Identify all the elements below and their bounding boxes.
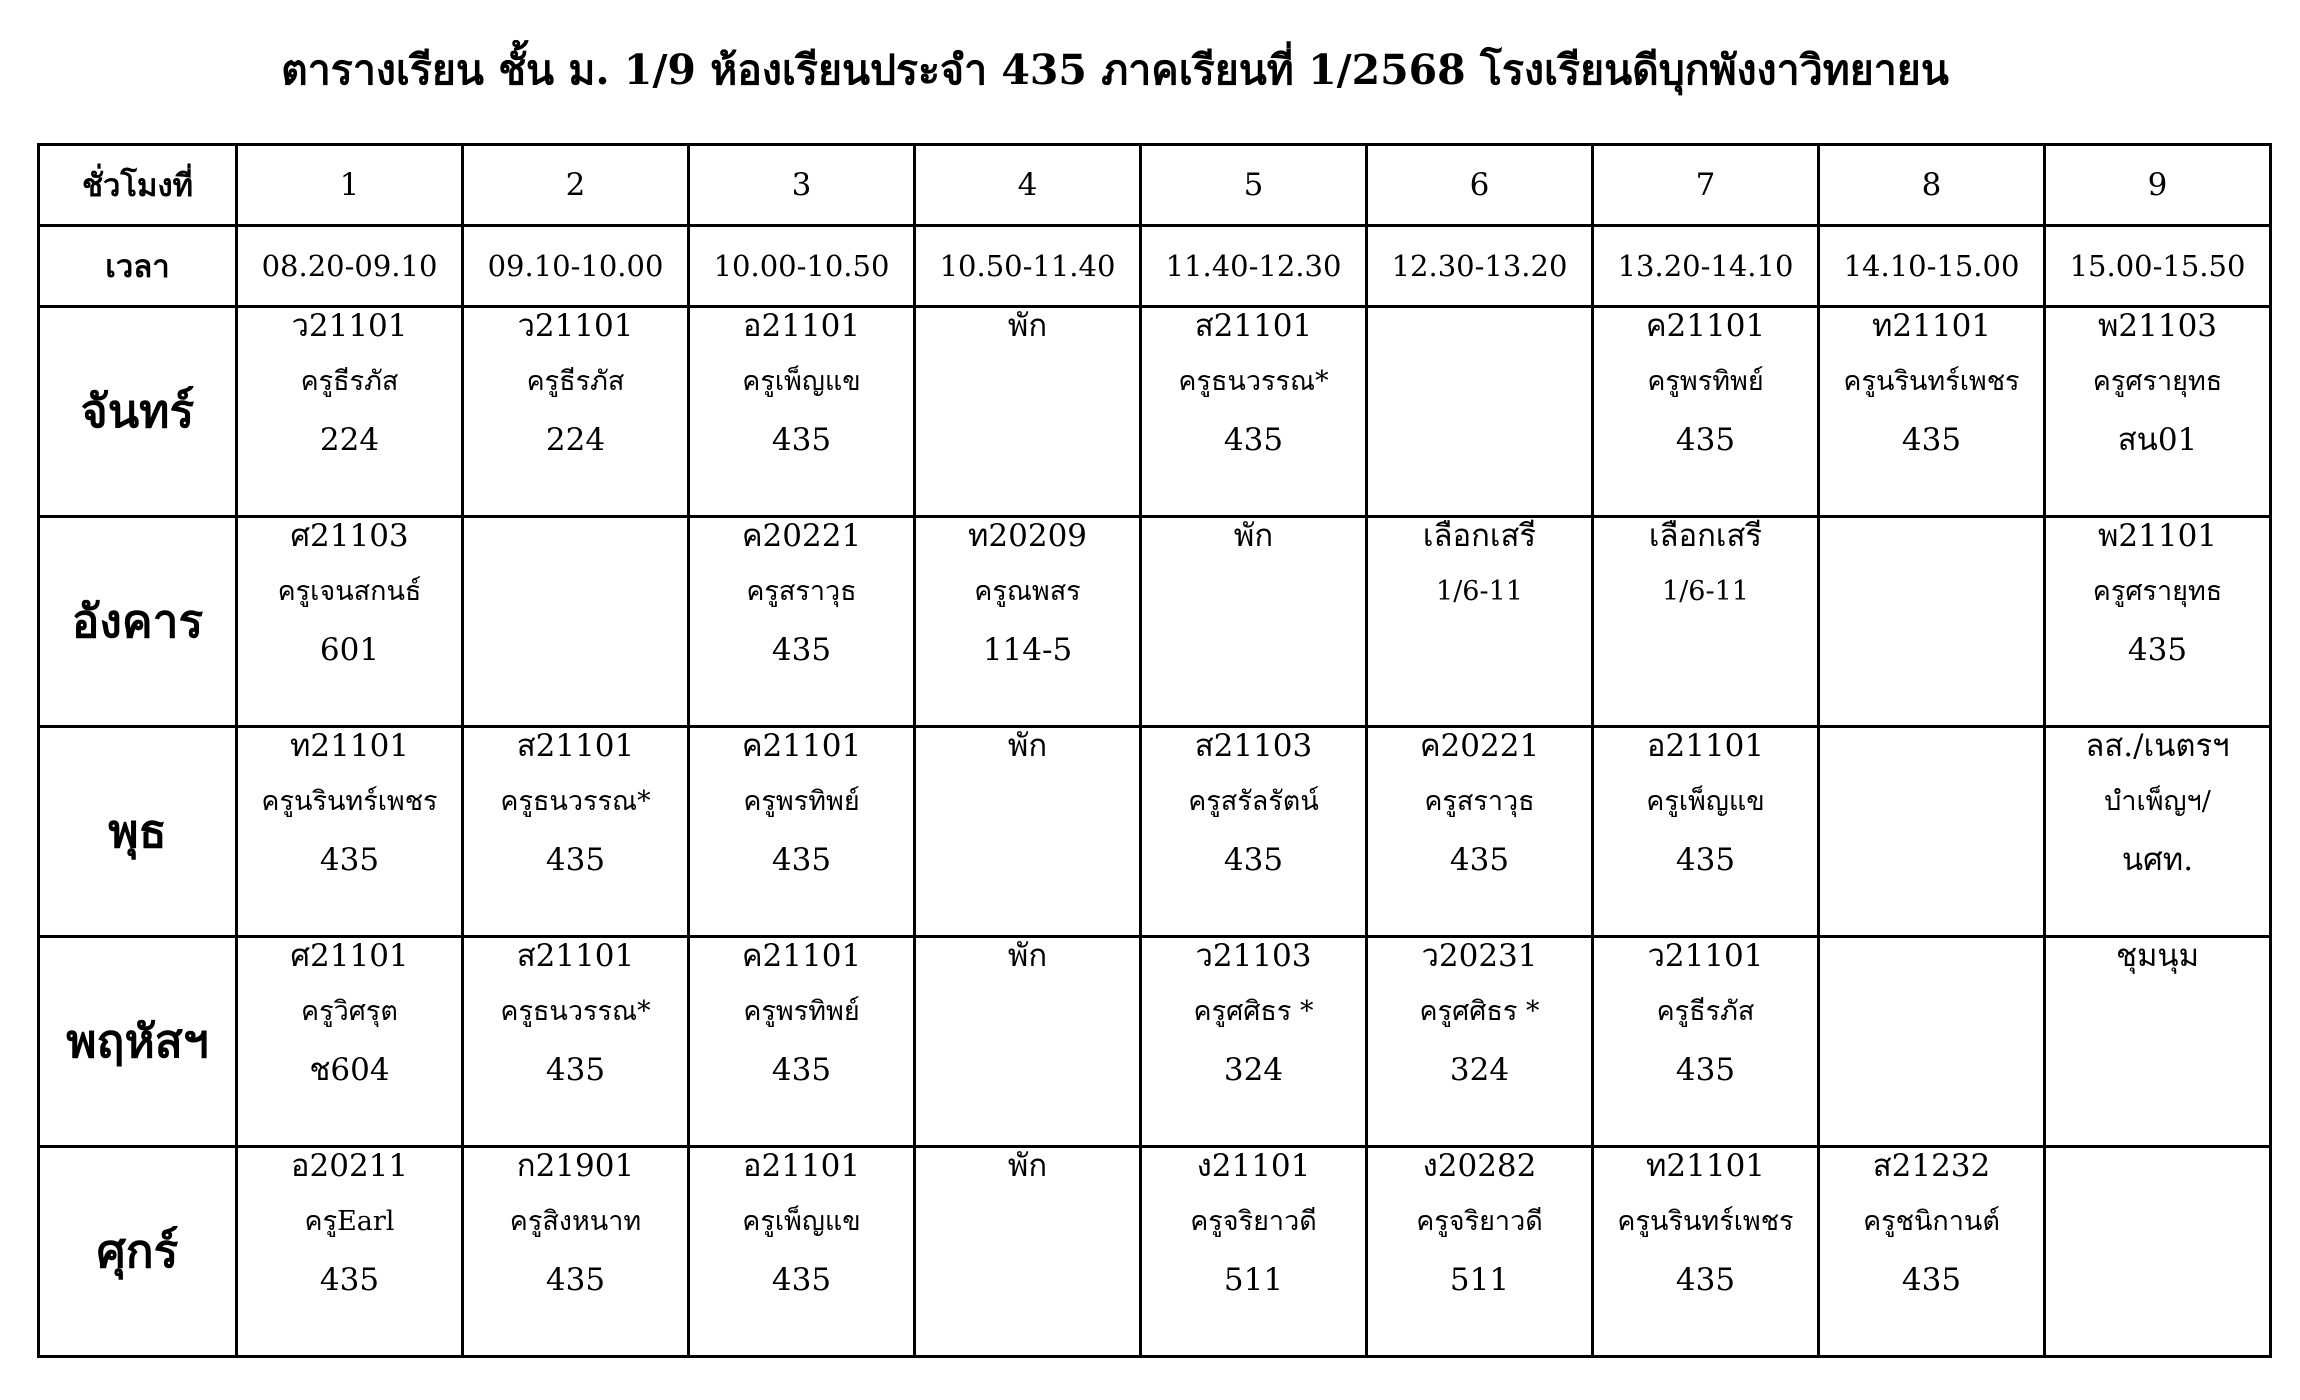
subject-code: ท21101 xyxy=(1871,308,1992,344)
time-header-label: เวลา xyxy=(39,226,237,307)
schedule-cell xyxy=(1141,307,1367,517)
subject-code: ท20209 xyxy=(967,518,1088,554)
teacher-name: ครูธนวรรณ* xyxy=(500,786,651,817)
period-number: 4 xyxy=(915,145,1141,226)
subject-code: ว21101 xyxy=(1647,938,1764,974)
schedule-cell xyxy=(2045,307,2271,517)
period-time: 15.00-15.50 xyxy=(2045,226,2271,307)
timetable xyxy=(37,143,2272,1358)
period-number: 8 xyxy=(1819,145,2045,226)
teacher-name: ครูสรัลรัตน์ xyxy=(1188,786,1319,817)
room-number: 224 xyxy=(545,422,606,458)
room-number: 324 xyxy=(1223,1052,1284,1088)
schedule-cell xyxy=(1819,517,2045,727)
period-number: 3 xyxy=(689,145,915,226)
period-time: 10.00-10.50 xyxy=(689,226,915,307)
schedule-cell xyxy=(2045,937,2271,1147)
room-number: สน01 xyxy=(2117,422,2198,458)
page-title: ตารางเรียน ชั้น ม. 1/9 ห้องเรียนประจำ 435 ภาคเรียนที่ 1/2568 โรงเรียนดีบุกพังงาวิทยายน xyxy=(281,46,1949,94)
schedule-cell xyxy=(1593,517,1819,727)
schedule-cell xyxy=(1367,1147,1593,1357)
room-number: 435 xyxy=(1675,422,1736,458)
subject-code: พัก xyxy=(1007,308,1048,344)
teacher-name: ครูเพ็ญแข xyxy=(742,366,861,397)
subject-code: อ21101 xyxy=(742,1148,861,1184)
subject-code: ค21101 xyxy=(741,728,862,764)
subject-code: พัก xyxy=(1233,518,1274,554)
teacher-name: ครูพรทิพย์ xyxy=(743,996,860,1027)
room-number: 435 xyxy=(1223,842,1284,878)
period-time: 12.30-13.20 xyxy=(1367,226,1593,307)
subject-code: พัก xyxy=(1007,1148,1048,1184)
schedule-cell xyxy=(1819,937,2045,1147)
room-number: 435 xyxy=(1449,842,1510,878)
teacher-name: 1/6-11 xyxy=(1436,576,1523,607)
subject-code: ส21101 xyxy=(1194,308,1313,344)
teacher-name: ครูเพ็ญแข xyxy=(742,1206,861,1237)
period-time: 10.50-11.40 xyxy=(915,226,1141,307)
subject-code: อ21101 xyxy=(1646,728,1765,764)
day-name: จันทร์ xyxy=(39,307,237,517)
room-number: 435 xyxy=(1223,422,1284,458)
room-number: 435 xyxy=(319,842,380,878)
subject-code: ศ21103 xyxy=(290,518,409,554)
room-number: นศท. xyxy=(2121,842,2194,878)
day-row xyxy=(39,307,2271,517)
room-number: 114-5 xyxy=(982,632,1073,668)
schedule-cell xyxy=(1819,307,2045,517)
schedule-cell xyxy=(237,1147,463,1357)
teacher-name: บำเพ็ญฯ/ xyxy=(2104,786,2211,817)
schedule-cell xyxy=(237,307,463,517)
teacher-name: ครูนรินทร์เพชร xyxy=(1843,366,2020,397)
room-number: 435 xyxy=(545,1052,606,1088)
schedule-cell xyxy=(915,1147,1141,1357)
day-name: อังคาร xyxy=(39,517,237,727)
schedule-cell xyxy=(1141,937,1367,1147)
day-name: พุธ xyxy=(39,727,237,937)
schedule-cell xyxy=(1593,307,1819,517)
schedule-cell xyxy=(689,517,915,727)
room-number: 435 xyxy=(319,1262,380,1298)
subject-code: ก21901 xyxy=(516,1148,635,1184)
schedule-cell xyxy=(463,1147,689,1357)
day-row xyxy=(39,1147,2271,1357)
period-number: 9 xyxy=(2045,145,2271,226)
schedule-cell xyxy=(237,727,463,937)
schedule-cell xyxy=(689,937,915,1147)
subject-code: ง20282 xyxy=(1422,1148,1537,1184)
schedule-cell xyxy=(463,937,689,1147)
teacher-name: ครูEarl xyxy=(304,1206,395,1237)
schedule-cell xyxy=(2045,517,2271,727)
subject-code: ค20221 xyxy=(1419,728,1540,764)
teacher-name: ครูนรินทร์เพชร xyxy=(261,786,438,817)
schedule-cell xyxy=(915,307,1141,517)
subject-code: ส21101 xyxy=(516,938,635,974)
schedule-cell xyxy=(1593,937,1819,1147)
room-number: 224 xyxy=(319,422,380,458)
teacher-name: ครูศศิธร * xyxy=(1419,996,1540,1027)
period-time: 14.10-15.00 xyxy=(1819,226,2045,307)
day-name: ศุกร์ xyxy=(39,1147,237,1357)
room-number: 435 xyxy=(771,1052,832,1088)
subject-code: เลือกเสรี xyxy=(1422,518,1537,554)
schedule-cell xyxy=(1819,1147,2045,1357)
schedule-cell xyxy=(237,517,463,727)
schedule-cell xyxy=(463,517,689,727)
room-number: 435 xyxy=(2127,632,2188,668)
teacher-name: ครูจริยาวดี xyxy=(1416,1206,1543,1237)
schedule-cell xyxy=(1367,937,1593,1147)
teacher-name: 1/6-11 xyxy=(1662,576,1749,607)
subject-code: ส21103 xyxy=(1194,728,1313,764)
period-number: 2 xyxy=(463,145,689,226)
day-row xyxy=(39,517,2271,727)
schedule-cell xyxy=(2045,1147,2271,1357)
subject-code: ว21101 xyxy=(517,308,634,344)
day-name: พฤหัสฯ xyxy=(39,937,237,1147)
subject-code: ส21232 xyxy=(1872,1148,1991,1184)
teacher-name: ครูศรายุทธ xyxy=(2092,366,2223,397)
schedule-cell xyxy=(1141,517,1367,727)
subject-code: ชุมนุม xyxy=(2115,938,2200,974)
teacher-name: ครูธีรภัส xyxy=(526,366,625,397)
teacher-name: ครูศศิธร * xyxy=(1193,996,1314,1027)
schedule-cell xyxy=(689,727,915,937)
room-number: 435 xyxy=(1901,422,1962,458)
period-number: 7 xyxy=(1593,145,1819,226)
schedule-cell xyxy=(463,727,689,937)
teacher-name: ครูธนวรรณ* xyxy=(1178,366,1329,397)
subject-code: พัก xyxy=(1007,938,1048,974)
period-time: 09.10-10.00 xyxy=(463,226,689,307)
schedule-cell xyxy=(2045,727,2271,937)
room-number: 435 xyxy=(545,842,606,878)
schedule-cell xyxy=(1141,727,1367,937)
subject-code: พ21101 xyxy=(2097,518,2218,554)
subject-code: ว21101 xyxy=(291,308,408,344)
subject-code: ค20221 xyxy=(741,518,862,554)
teacher-name: ครูพรทิพย์ xyxy=(1647,366,1764,397)
room-number: 435 xyxy=(1675,1262,1736,1298)
schedule-cell xyxy=(1367,517,1593,727)
room-number: 435 xyxy=(545,1262,606,1298)
teacher-name: ครูเพ็ญแข xyxy=(1646,786,1765,817)
room-number: 511 xyxy=(1223,1262,1284,1298)
teacher-name: ครูพรทิพย์ xyxy=(743,786,860,817)
period-row xyxy=(39,145,2271,226)
schedule-cell xyxy=(1367,727,1593,937)
teacher-name: ครูสิงหนาท xyxy=(509,1206,642,1237)
subject-code: พ21103 xyxy=(2097,308,2218,344)
room-number: ช604 xyxy=(309,1052,390,1088)
room-number: 435 xyxy=(1675,842,1736,878)
teacher-name: ครูจริยาวดี xyxy=(1190,1206,1317,1237)
period-number: 5 xyxy=(1141,145,1367,226)
teacher-name: ครูนรินทร์เพชร xyxy=(1617,1206,1794,1237)
schedule-cell xyxy=(915,727,1141,937)
schedule-cell xyxy=(915,517,1141,727)
subject-code: ท21101 xyxy=(289,728,410,764)
subject-code: ว20231 xyxy=(1421,938,1538,974)
room-number: 435 xyxy=(1675,1052,1736,1088)
subject-code: ลส./เนตรฯ xyxy=(2085,728,2230,764)
schedule-cell xyxy=(237,937,463,1147)
room-number: 435 xyxy=(771,422,832,458)
teacher-name: ครูเจนสกนธ์ xyxy=(277,576,422,607)
room-number: 601 xyxy=(319,632,380,668)
room-number: 435 xyxy=(771,842,832,878)
room-number: 511 xyxy=(1449,1262,1510,1298)
subject-code: ค21101 xyxy=(1645,308,1766,344)
room-number: 435 xyxy=(1901,1262,1962,1298)
subject-code: ท21101 xyxy=(1645,1148,1766,1184)
schedule-cell xyxy=(1367,307,1593,517)
schedule-cell xyxy=(1819,727,2045,937)
room-number: 324 xyxy=(1449,1052,1510,1088)
teacher-name: ครูณพสร xyxy=(974,576,1081,607)
room-number: 435 xyxy=(771,1262,832,1298)
schedule-cell xyxy=(689,1147,915,1357)
day-row xyxy=(39,937,2271,1147)
period-number: 6 xyxy=(1367,145,1593,226)
subject-code: ง21101 xyxy=(1196,1148,1311,1184)
time-row xyxy=(39,226,2271,307)
teacher-name: ครูสราวุธ xyxy=(746,576,857,607)
period-number: 1 xyxy=(237,145,463,226)
schedule-cell xyxy=(1141,1147,1367,1357)
subject-code: เลือกเสรี xyxy=(1648,518,1763,554)
schedule-cell xyxy=(689,307,915,517)
period-time: 11.40-12.30 xyxy=(1141,226,1367,307)
teacher-name: ครูวิศรุต xyxy=(301,996,398,1027)
teacher-name: ครูชนิกานต์ xyxy=(1863,1206,2000,1237)
period-header-label: ชั่วโมงที่ xyxy=(39,145,237,226)
subject-code: ศ21101 xyxy=(290,938,409,974)
subject-code: ค21101 xyxy=(741,938,862,974)
subject-code: อ20211 xyxy=(290,1148,409,1184)
subject-code: ว21103 xyxy=(1195,938,1312,974)
schedule-cell xyxy=(915,937,1141,1147)
teacher-name: ครูสราวุธ xyxy=(1424,786,1535,817)
subject-code: พัก xyxy=(1007,728,1048,764)
schedule-cell xyxy=(463,307,689,517)
room-number: 435 xyxy=(771,632,832,668)
period-time: 08.20-09.10 xyxy=(237,226,463,307)
period-time: 13.20-14.10 xyxy=(1593,226,1819,307)
teacher-name: ครูธนวรรณ* xyxy=(500,996,651,1027)
subject-code: อ21101 xyxy=(742,308,861,344)
subject-code: ส21101 xyxy=(516,728,635,764)
teacher-name: ครูศรายุทธ xyxy=(2092,576,2223,607)
schedule-cell xyxy=(1593,727,1819,937)
schedule-cell xyxy=(1593,1147,1819,1357)
teacher-name: ครูธีรภัส xyxy=(1656,996,1755,1027)
teacher-name: ครูธีรภัส xyxy=(300,366,399,397)
day-row xyxy=(39,727,2271,937)
